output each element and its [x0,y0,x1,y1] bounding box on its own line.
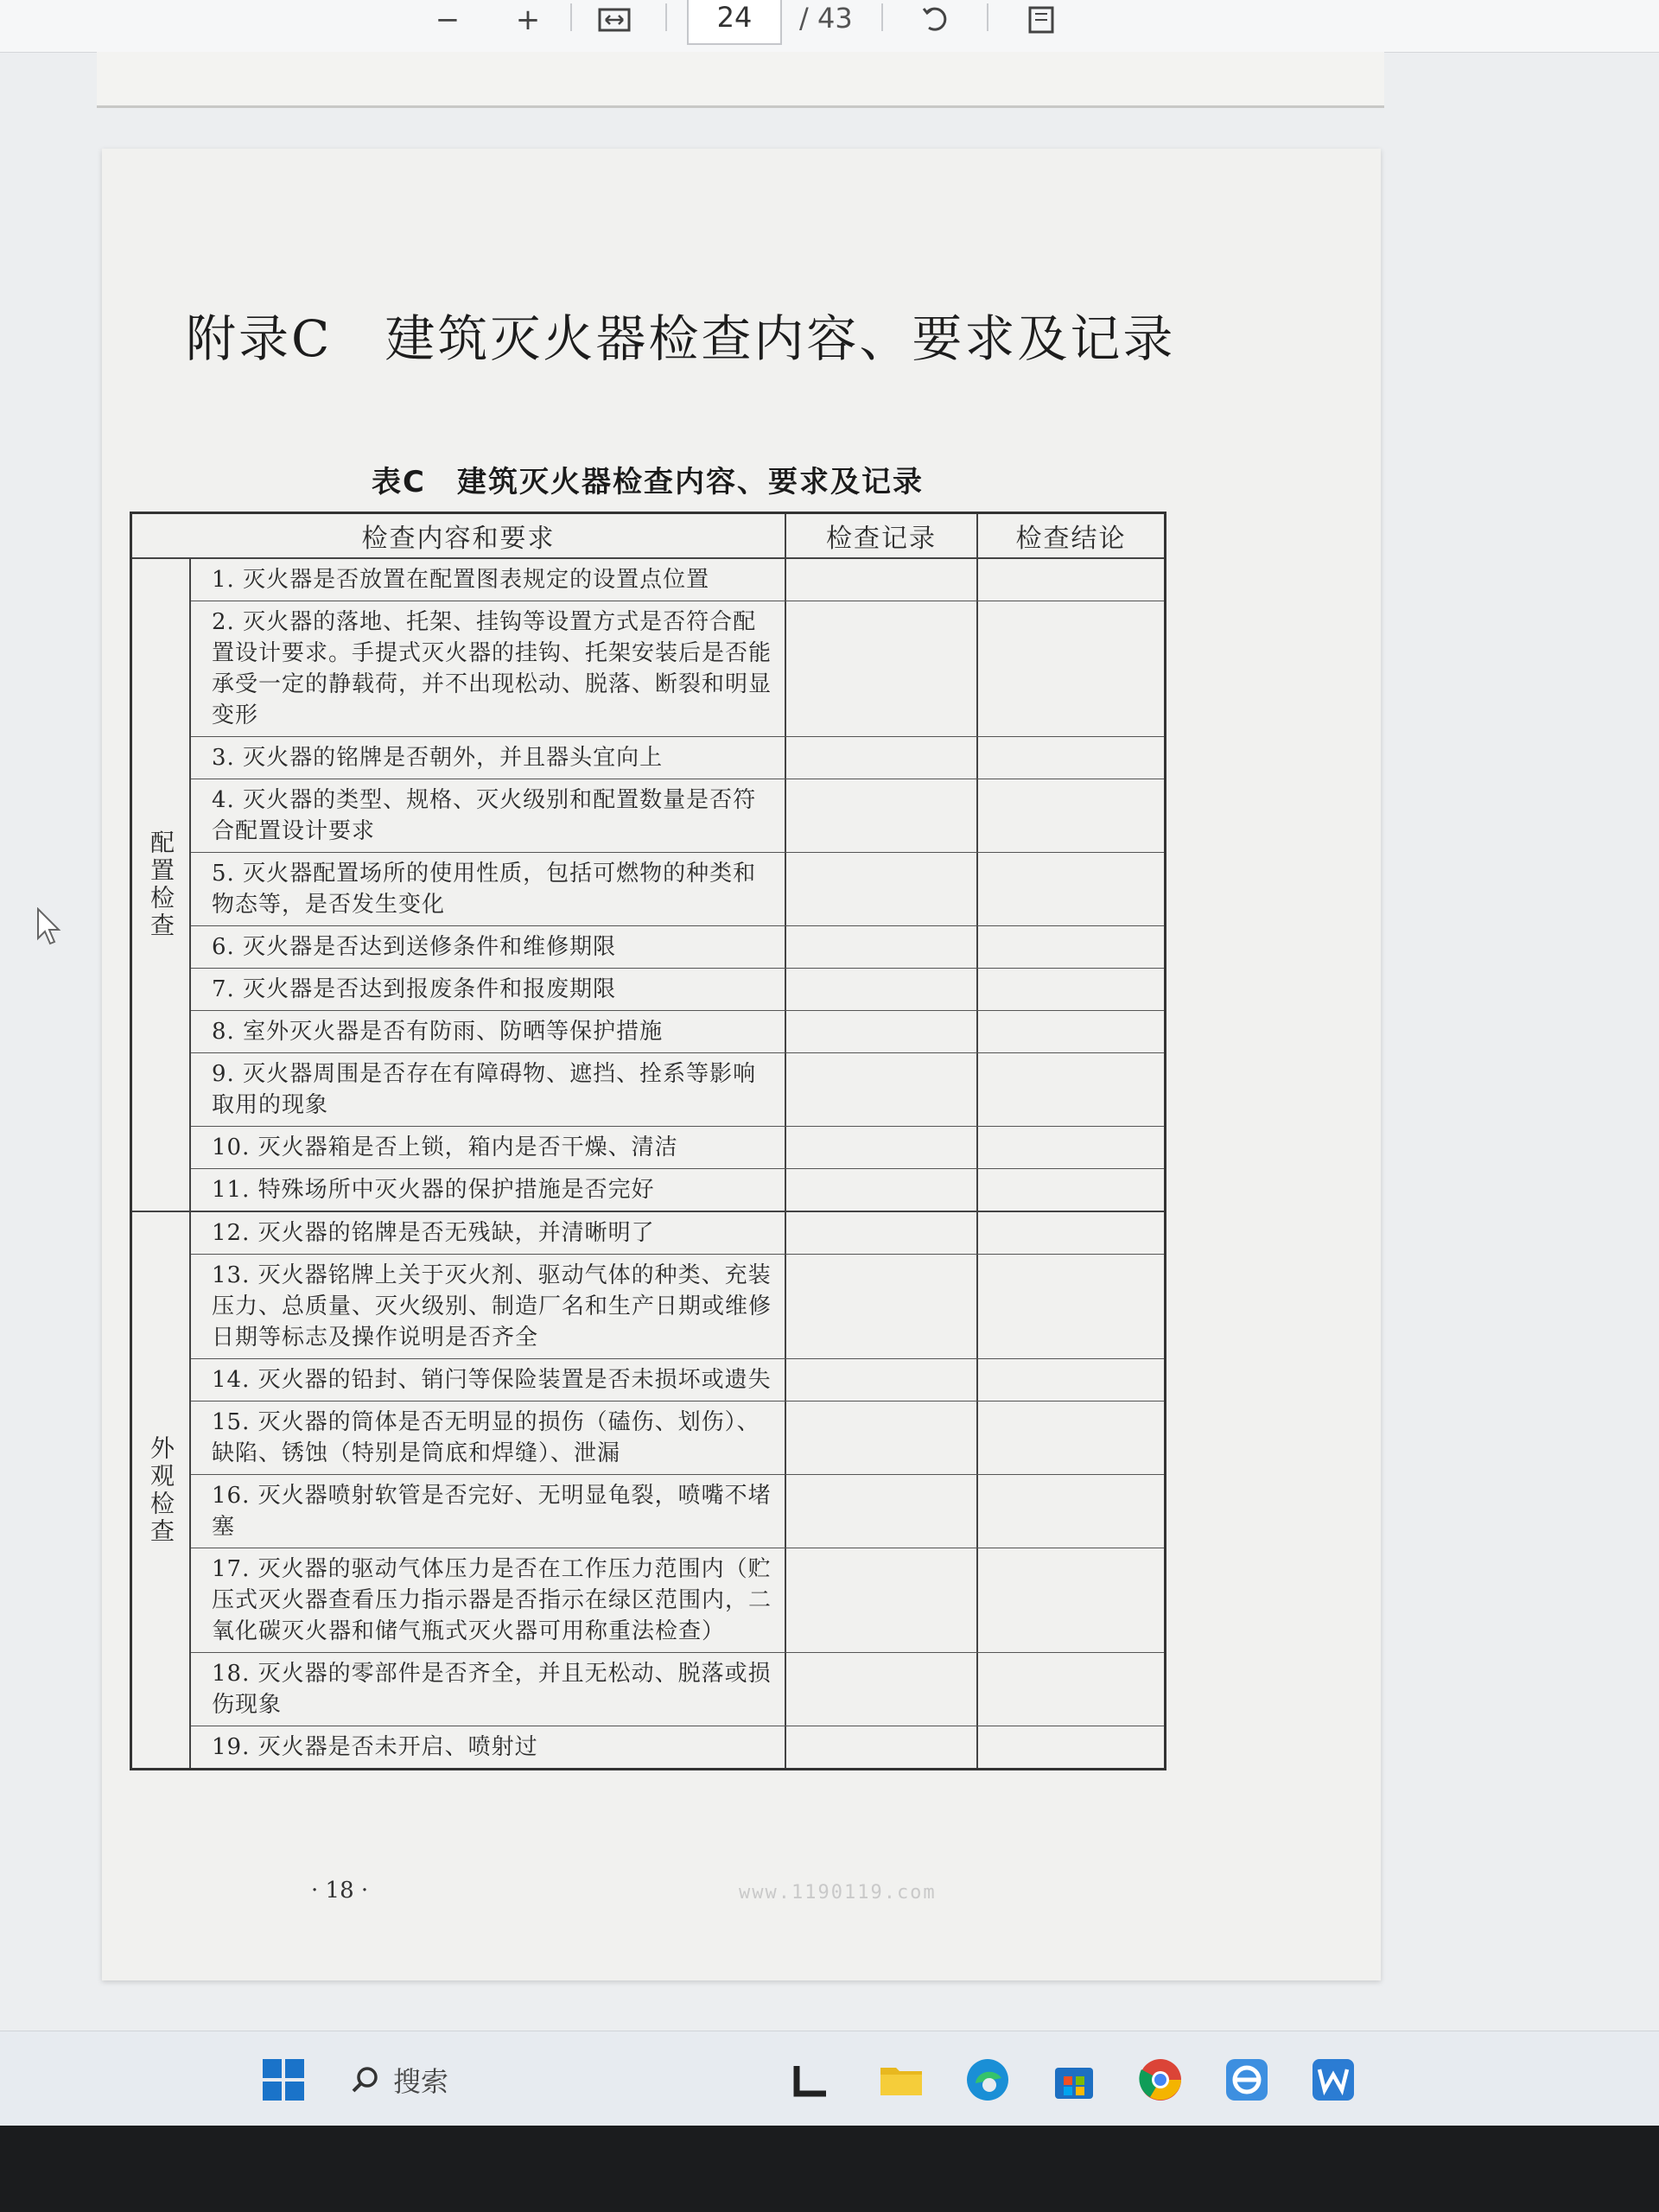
table-row [191,1212,1164,1255]
table-row [191,1011,1164,1053]
item-text: 8. 室外灭火器是否有防雨、防晒等保护措施 [212,1019,664,1045]
screen-bezel [0,2126,1659,2212]
word-icon[interactable] [1309,2056,1357,2104]
result-cell [976,559,1164,601]
search-label: 搜索 [393,2065,449,2098]
record-cell [785,559,976,601]
table-row [191,559,1164,601]
result-cell [976,1053,1164,1126]
result-cell [976,1726,1164,1768]
table-row [191,601,1164,737]
result-cell [976,853,1164,925]
inspection-table [130,512,1166,1770]
previous-page-edge [97,52,1384,108]
result-cell [976,1255,1164,1358]
item-text: 14. 灭火器的铅封、销闩等保险装置是否未损坏或遗失 [212,1367,772,1393]
terminal-icon[interactable] [786,2056,835,2104]
record-cell [785,737,976,779]
table-row [191,779,1164,853]
record-cell [785,1402,976,1474]
divider [665,3,667,31]
mouse-cursor-icon [36,907,62,947]
watermark: www.1190119.com [739,1882,937,1904]
result-cell [976,1359,1164,1401]
record-cell [785,1127,976,1168]
record-cell [785,853,976,925]
table-row [191,737,1164,779]
record-cell [785,601,976,736]
result-cell [976,1548,1164,1652]
item-text: 7. 灭火器是否达到报废条件和报废期限 [212,976,617,1002]
page-number: · 18 · [311,1878,369,1904]
result-cell [976,1402,1164,1474]
record-cell [785,1548,976,1652]
result-cell [976,601,1164,736]
item-text: 12. 灭火器的铭牌是否无残缺，并清晰明了 [212,1220,655,1246]
item-text: 9. 灭火器周围是否存在有障碍物、遮挡、拴系等影响取用的现象 [212,1061,757,1118]
rotate-icon[interactable] [918,5,954,40]
item-text: 11. 特殊场所中灭火器的保护措施是否完好 [212,1177,655,1203]
result-cell [976,1011,1164,1052]
browser-icon[interactable] [1223,2056,1271,2104]
header-content: 检查内容和要求 [361,524,556,554]
record-cell [785,1359,976,1401]
file-explorer-icon[interactable] [877,2056,925,2104]
minus-icon[interactable]: − [435,3,461,37]
item-text: 3. 灭火器的铭牌是否朝外，并且器头宜向上 [212,745,664,771]
table-row [191,926,1164,969]
table-title: 表C 建筑灭火器检查内容、要求及记录 [372,465,924,499]
record-cell [785,926,976,968]
record-cell [785,1212,976,1254]
result-cell [976,1169,1164,1211]
item-text: 6. 灭火器是否达到送修条件和维修期限 [212,934,617,960]
item-text: 13. 灭火器铭牌上关于灭火剂、驱动气体的种类、充装压力、总质量、灭火级别、制造厂名和生产日期或维修日期等标志及操作说明是否齐全 [212,1262,772,1351]
result-cell [976,969,1164,1010]
record-cell [785,1011,976,1052]
group-label: 外观检查 [132,1212,191,1768]
table-row [191,1548,1164,1653]
page-total-label: / 43 [799,2,853,35]
record-cell [785,1653,976,1726]
item-text: 10. 灭火器箱是否上锁，箱内是否干燥、清洁 [212,1135,678,1160]
store-icon[interactable] [1050,2056,1098,2104]
item-text: 1. 灭火器是否放置在配置图表规定的设置点位置 [212,567,710,593]
table-row [191,1255,1164,1359]
group-config-check [132,559,1164,1212]
table-row [191,1653,1164,1726]
table-row [191,1402,1164,1475]
table-row [191,1726,1164,1768]
edge-icon[interactable] [963,2056,1012,2104]
taskbar-search[interactable] [350,2059,448,2101]
result-cell [976,926,1164,968]
page-number-input[interactable]: 24 [687,0,782,45]
item-text: 17. 灭火器的驱动气体压力是否在工作压力范围内（贮压式灭火器查看压力指示器是否指示在绿区范围内，二氧化碳灭火器和储气瓶式灭火器可用称重法检查） [212,1556,772,1644]
search-icon [350,2064,381,2095]
windows-taskbar [0,2031,1659,2126]
header-record: 检查记录 [785,514,976,557]
item-text: 15. 灭火器的筒体是否无明显的损伤（磕伤、划伤）、缺陷、锈蚀（特别是筒底和焊缝）、泄漏 [212,1409,760,1466]
item-text: 5. 灭火器配置场所的使用性质，包括可燃物的种类和物态等，是否发生变化 [212,861,757,918]
result-cell [976,1475,1164,1548]
item-text: 2. 灭火器的落地、托架、挂钩等设置方式是否符合配置设计要求。手提式灭火器的挂钩、托架安装后是否能承受一定的静载荷，并不出现松动、脱落、断裂和明显变形 [212,609,772,728]
divider [987,3,988,31]
record-cell [785,779,976,852]
result-cell [976,1653,1164,1726]
result-cell [976,1212,1164,1254]
record-cell [785,1053,976,1126]
table-row [191,969,1164,1011]
plus-icon[interactable]: + [515,3,541,37]
table-row [191,853,1164,926]
group-appearance-check [132,1212,1164,1768]
divider [570,3,572,31]
divider [881,3,883,31]
result-cell [976,737,1164,779]
fit-page-icon[interactable] [596,5,632,40]
appendix-title: 附录C 建筑灭火器检查内容、要求及记录 [186,309,1176,368]
record-cell [785,969,976,1010]
result-cell [976,1127,1164,1168]
record-cell [785,1475,976,1548]
table-row [191,1359,1164,1402]
record-cell [785,1169,976,1211]
table-row [191,1169,1164,1211]
item-text: 4. 灭火器的类型、规格、灭火级别和配置数量是否符合配置设计要求 [212,787,757,844]
record-cell [785,1255,976,1358]
item-text: 19. 灭火器是否未开启、喷射过 [212,1734,538,1760]
windows-start-icon[interactable] [259,2056,308,2104]
table-row [191,1475,1164,1548]
table-row [191,1053,1164,1127]
page-view-icon[interactable] [1024,5,1060,40]
header-result: 检查结论 [976,514,1164,557]
item-text: 16. 灭火器喷射软管是否完好、无明显龟裂，喷嘴不堵塞 [212,1483,772,1540]
group-label: 配置检查 [132,559,191,1211]
viewer-toolbar [0,0,1659,53]
table-row [191,1127,1164,1169]
table-header [132,514,1164,559]
result-cell [976,779,1164,852]
chrome-icon[interactable] [1136,2056,1185,2104]
record-cell [785,1726,976,1768]
item-text: 18. 灭火器的零部件是否齐全，并且无松动、脱落或损伤现象 [212,1661,772,1718]
